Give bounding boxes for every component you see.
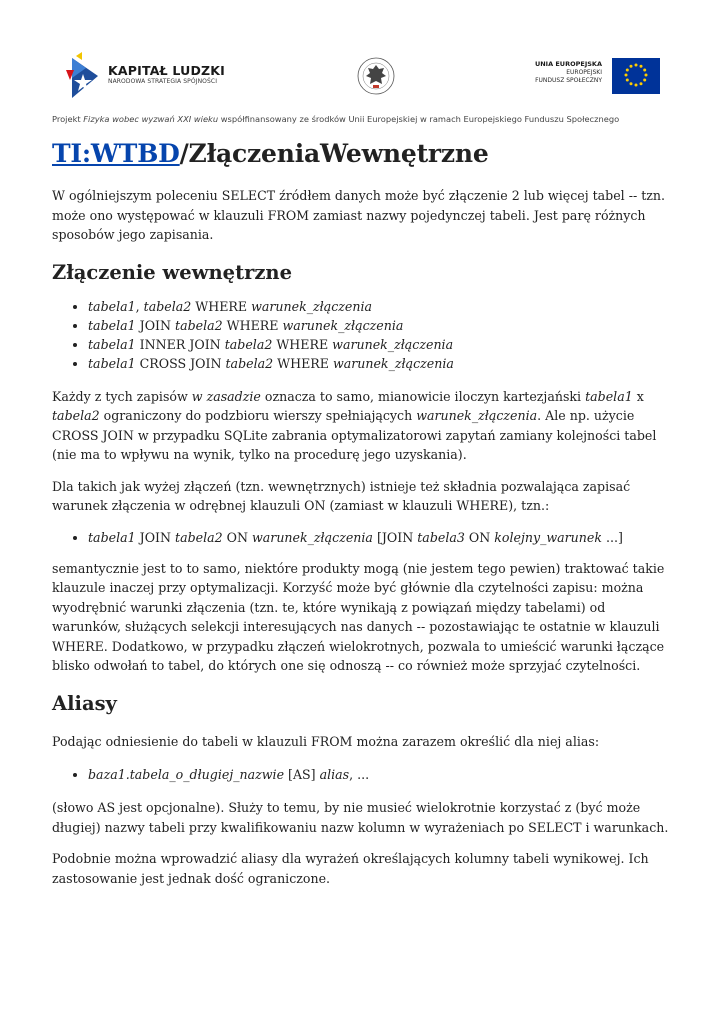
table-name: tabela1: [88, 355, 136, 371]
alias-syntax-list: [52, 765, 677, 784]
list-text: ON: [464, 529, 495, 545]
eu-flag-icon: [612, 58, 660, 94]
list-item: [88, 528, 677, 547]
intro-paragraph: W ogólniejszym poleceniu SELECT źródłem danych może być złączenie 2 lub więcej tabel -- tzn. może ono występować w klauzuli FROM zamiast nazwy pojedynczej tabeli. Jest parę różnych sposobów jego zapisania.: [52, 188, 666, 242]
table-name: tabela2: [175, 529, 223, 545]
title-link[interactable]: TI:WTBD: [52, 139, 180, 168]
join-condition: warunek_złączenia: [416, 408, 538, 423]
table-name: tabela2: [225, 355, 274, 371]
university-seal-icon: [356, 54, 396, 98]
section-heading-inner-join: Złączenie wewnętrzne: [52, 260, 293, 284]
list-text: JOIN: [135, 529, 176, 545]
list-text: JOIN: [135, 317, 176, 333]
list-text: WHERE: [191, 298, 252, 314]
column-alias-paragraph: Podobnie można wprowadzić aliasy dla wyrażeń określających kolumny tabeli wynikowej. Ich zastosowanie jest jednak dość ograniczone.: [52, 851, 649, 886]
kapital-ludzki-subtitle: NARODOWA STRATEGIA SPÓJNOŚCI: [108, 78, 218, 85]
eu-line3: FUNDUSZ SPOŁECZNY: [535, 77, 602, 84]
kapital-ludzki-title: KAPITAŁ LUDZKI: [108, 63, 226, 78]
paragraph-text: x: [632, 388, 644, 404]
join-condition: warunek_złączenia: [332, 355, 454, 371]
eu-logo: [520, 58, 665, 98]
list-text: [AS]: [284, 767, 320, 782]
table-name: tabela1: [88, 298, 136, 314]
kapital-ludzki-logo: [64, 50, 234, 102]
page-title: [52, 134, 677, 174]
list-text: INNER JOIN: [135, 336, 225, 352]
semantics-paragraph: semantycznie jest to to samo, niektóre produkty mogą (nie jestem tego pewien) traktować takie klauzule inaczej przy optymalizacji. Korzyść może być głównie dla czytelności zapisu: można wyodrębnić warunki złączenia (tzn. te, które wynikają z powiązań między tabelami) od warunków, służących selekcji interesujących nas danych -- pozostawiając te ostatnie w klauzuli WHERE. Dodatkowo, w przypadku złączeń wielokrotnych, pozwala to umieścić warunki łączące blisko odwołań to tabel, do których one się odnoszą -- co również może sprzyjać czytelności.: [52, 560, 665, 673]
alias-intro-paragraph: Podając odniesienie do tabeli w klauzuli FROM można zarazem określić dla niej alias:: [52, 733, 600, 749]
table-name: baza1.tabela_o_długiej_nazwie: [88, 767, 285, 782]
list-item: [88, 316, 677, 335]
section-heading-aliases: Aliasy: [52, 691, 117, 715]
project-funding-line: [52, 114, 677, 124]
emphasis: w zasadzie: [191, 388, 261, 404]
eu-line2: EUROPEJSKI: [566, 69, 602, 76]
join-condition: warunek_złączenia: [282, 317, 404, 333]
table-name: tabela1: [88, 317, 136, 333]
list-item: [88, 354, 677, 373]
paragraph-text: . Ale np. użycie CROSS JOIN w przypadku SQLite zabrania optymalizatorowi zapytań zamiany kolejności tabel (nie ma to wpływu na wynik, tylko na procedurę jego uzyskania).: [52, 408, 657, 462]
table-name: tabela2: [224, 336, 273, 352]
table-name: tabela2: [175, 317, 223, 333]
kapital-ludzki-text: [108, 64, 225, 86]
join-condition: warunek_złączenia: [332, 336, 454, 352]
alias-explanation-paragraph: (słowo AS jest opcjonalne). Służy to temu, by nie musieć wielokrotnie korzystać z (być może długiej) nazwy tabeli przy kwalifikowaniu nazw kolumn w wyrażeniach po SELECT i warunkach.: [52, 800, 669, 835]
alias-name: alias: [319, 767, 350, 782]
project-title: Fizyka wobec wyzwań XXI wieku: [83, 114, 219, 124]
project-prefix: Projekt: [52, 114, 84, 124]
join-syntax-list: [52, 297, 677, 373]
table-name: tabela1: [585, 388, 633, 404]
list-text: ...]: [602, 529, 623, 545]
join-condition: warunek_złączenia: [252, 529, 373, 545]
cartesian-paragraph: [52, 387, 677, 465]
join-condition: kolejny_warunek: [494, 529, 602, 545]
table-name: tabela3: [417, 529, 465, 545]
table-name: tabela1: [88, 336, 136, 352]
list-text: [JOIN: [372, 529, 418, 545]
list-text: WHERE: [222, 317, 283, 333]
on-clause-paragraph: Dla takich jak wyżej złączeń (tzn. wewnętrznych) istnieje też składnia pozwalająca zapisać warunek złączenia w odrębnej klauzuli ON (zamiast w klauzuli WHERE), tzn.:: [52, 478, 631, 513]
table-name: tabela2: [143, 298, 192, 314]
header-logos: [0, 40, 725, 110]
list-text: WHERE: [272, 336, 333, 352]
list-text: ,: [135, 298, 144, 314]
article-content: [52, 134, 677, 888]
paragraph-text: Każdy z tych zapisów: [52, 388, 192, 404]
list-item: [88, 297, 677, 316]
kapital-ludzki-emblem-icon: [64, 50, 104, 102]
project-suffix: współfinansowany ze środków Unii Europejskiej w ramach Europejskiego Funduszu Społecznego: [218, 114, 620, 124]
list-item: [88, 765, 677, 784]
list-text: , ...: [349, 767, 370, 782]
table-name: tabela1: [88, 529, 136, 545]
list-text: ON: [222, 529, 253, 545]
paragraph-text: ograniczony do podzbioru wierszy spełniających: [99, 408, 417, 423]
on-syntax-list: [52, 528, 677, 547]
table-name: tabela2: [52, 408, 100, 423]
title-rest: /ZłączeniaWewnętrzne: [179, 139, 489, 168]
university-seal-logo: [356, 54, 396, 98]
eu-title: UNIA EUROPEJSKA: [534, 60, 602, 68]
paragraph-text: oznacza to samo, mianowicie iloczyn kartezjański: [260, 388, 586, 404]
list-text: WHERE: [273, 355, 333, 371]
list-text: CROSS JOIN: [135, 355, 226, 371]
eu-logo-text: [522, 60, 602, 85]
join-condition: warunek_złączenia: [251, 298, 373, 314]
list-item: [88, 335, 677, 354]
